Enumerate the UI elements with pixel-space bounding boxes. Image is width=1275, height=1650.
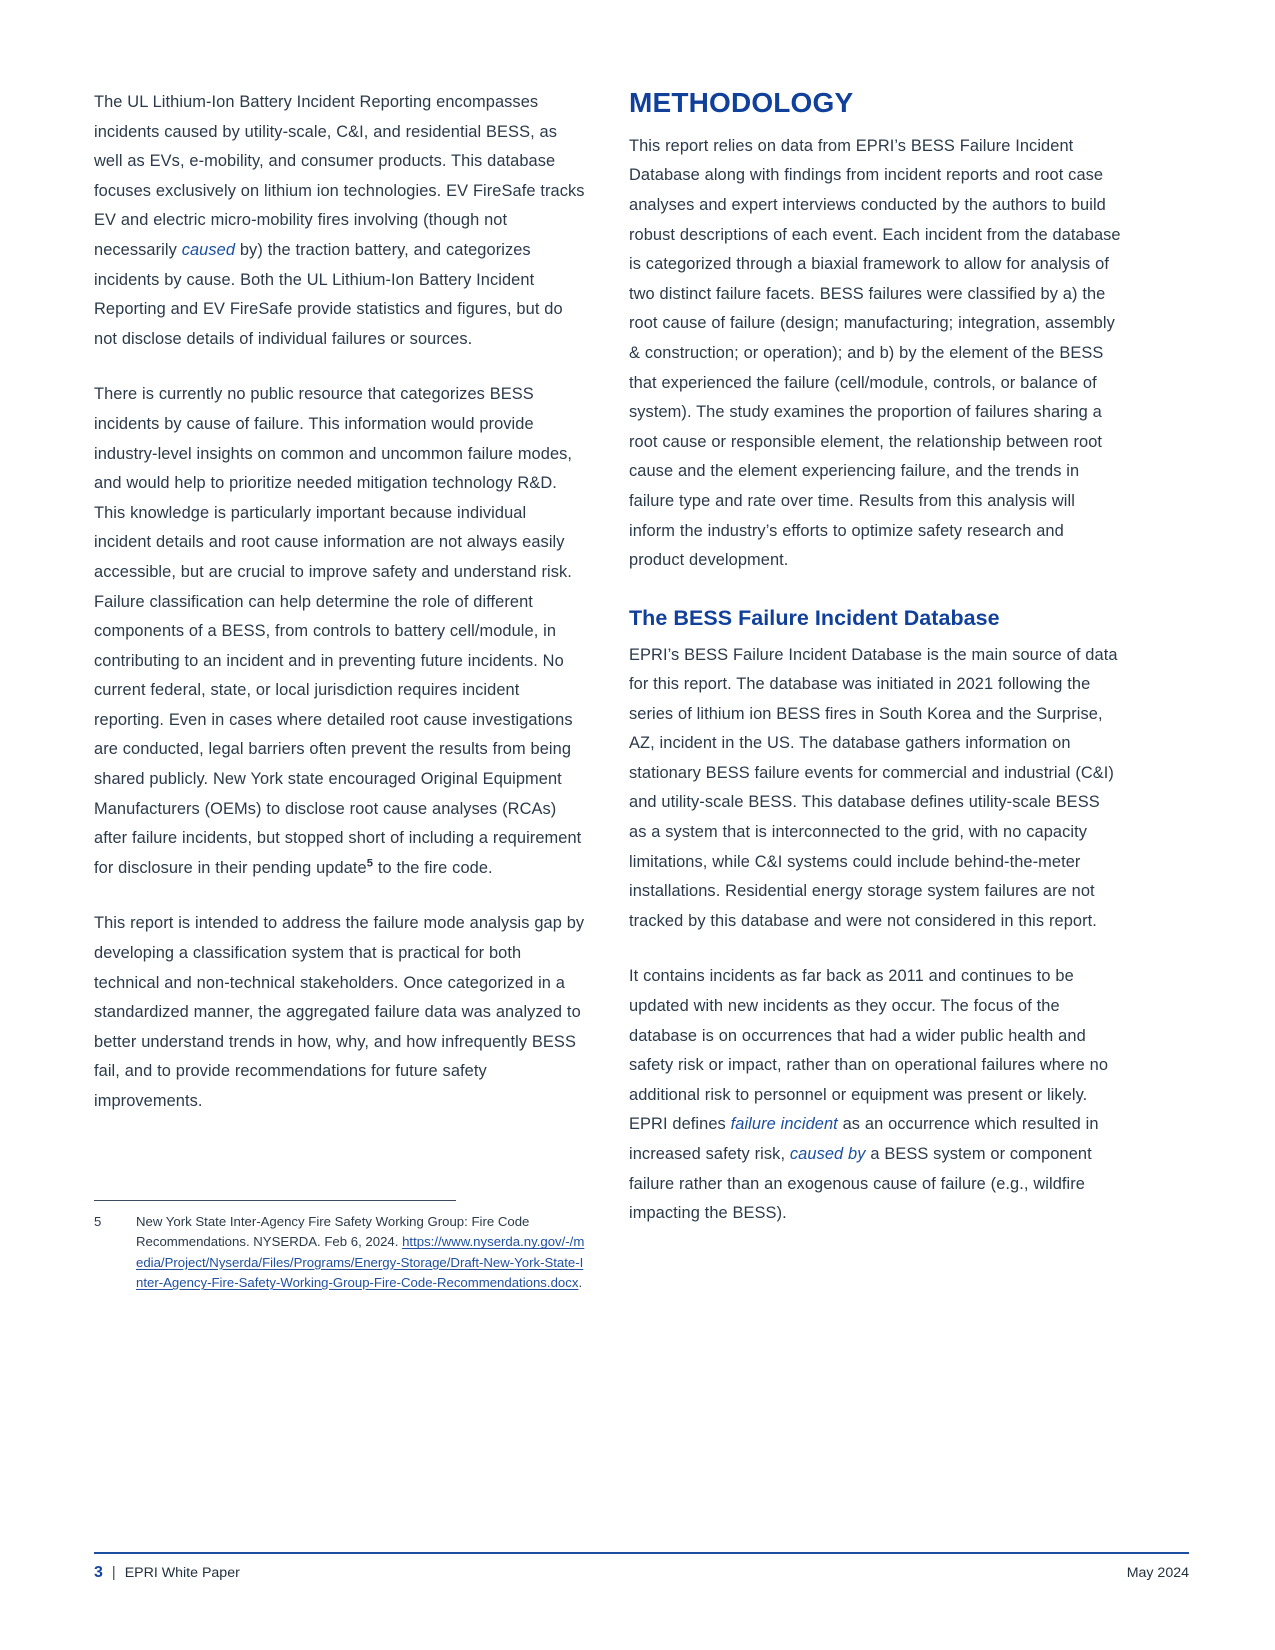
paragraph-left-1 [94, 88, 586, 354]
text-run: as an occurrence which resulted in increased safety risk, [629, 1115, 1099, 1163]
footnote-separator-rule [94, 1200, 456, 1201]
page-content [94, 88, 1189, 1408]
footer-divider-rule [94, 1552, 1189, 1554]
footnote-citation: New York State Inter-Agency Fire Safety Working Group: Fire Code Recommendations. NYSERDA. Feb 6, 2024. [136, 1214, 530, 1250]
text-run: It contains incidents as far back as 2011 and continues to be updated with new incidents as they occur. The focus of the database is on occurrences that had a wider public health and safety risk or impact, rather than on operational failures where no additional risk to personnel or equipment was present or likely. EPRI defines [629, 967, 1109, 1134]
text-run: This report relies on data from EPRI’s BESS Failure Incident Database along with findings from incident reports and root case analyses and expert interviews conducted by the authors to build robust descriptions of each event. Each incident from the database is categorized through a biaxial framework to allow for analysis of two distinct failure facets. BESS failures were classified by a) the root cause of failure (design; manufacturing; integration, assembly & construction; or operation); and b) by the element of the BESS that experienced the failure (cell/module, controls, or balance of system). The study examines the proportion of failures sharing a root cause or responsible element, the relationship between root cause and the element experiencing failure, and the trends in failure type and rate over time. Results from this analysis will inform the industry’s efforts to optimize safety research and product development. [629, 136, 1121, 570]
footnote-marker: 5 [94, 1214, 102, 1229]
paragraph-left-2 [94, 380, 586, 883]
subsection-heading-bess-database: The BESS Failure Incident Database [629, 605, 1000, 630]
right-column [629, 88, 1121, 1229]
text-run: by) the traction battery, and categorizes incidents by cause. Both the UL Lithium-Ion Battery Incident Reporting and EV FireSafe provide statistics and figures, but do not disclose details of individual failures or sources. [94, 240, 563, 348]
text-run: EPRI’s BESS Failure Incident Database is the main source of data for this report. The database was initiated in 2021 following the series of lithium ion BESS fires in South Korea and the Surprise, AZ, incident in the US. The database gathers information on stationary BESS failure events for commercial and industrial (C&I) and utility-scale BESS. This database defines utility-scale BESS as a system that is interconnected to the grid, with no capacity limitations, while C&I systems could include behind-the-meter installations. Residential energy storage system failures are not tracked by this database and were not considered in this report. [629, 645, 1118, 930]
footer-document-label: EPRI White Paper [124, 1565, 240, 1581]
footnote-trailing-period: . [578, 1275, 583, 1291]
paragraph-left-3 [94, 909, 586, 1116]
text-run: to the fire code. [373, 858, 493, 877]
page-footer [94, 1552, 1189, 1592]
footnote-reference[interactable]: 5 [366, 857, 374, 870]
emphasis-term: failure incident [730, 1115, 838, 1134]
footnote-item [94, 1212, 586, 1294]
footnote-url-link[interactable]: https://www.nyserda.ny.gov/-/media/Project/Nyserda/Files/Programs/Energy-Storage/Draft-New-York-State-Inter-Agency-Fire-Safety-Working-Group-Fire-Code-Recommendations.docx [136, 1234, 585, 1291]
footnote-block [94, 1200, 586, 1294]
section-heading-methodology: METHODOLOGY [629, 87, 854, 118]
emphasis-term: caused [181, 240, 236, 259]
footer-page-number: 3 [94, 1564, 103, 1581]
text-run: There is currently no public resource that categorizes BESS incidents by cause of failure. This information would provide industry-level insights on common and uncommon failure modes, and would help to prioritize needed mitigation technology R&D. This knowledge is particularly important because individual incident details and root cause information are not always easily accessible, but are crucial to improve safety and understand risk. Failure classification can help determine the role of different components of a BESS, from controls to battery cell/module, in contributing to an incident and in preventing future incidents. No current federal, state, or local jurisdiction requires incident reporting. Even in cases where detailed root cause investigations are conducted, legal barriers often prevent the results from being shared publicly. New York state encouraged Original Equipment Manufacturers (OEMs) to disclose root cause analyses (RCAs) after failure incidents, but stopped short of including a requirement for disclosure in their pending update [94, 385, 582, 877]
text-run: The UL Lithium-Ion Battery Incident Reporting encompasses incidents caused by utility-scale, C&I, and residential BESS, as well as EVs, e-mobility, and consumer products. This database focuses exclusively on lithium ion technologies. EV FireSafe tracks EV and electric micro-mobility fires involving (though not necessarily [94, 93, 585, 259]
footer-date: May 2024 [1126, 1565, 1189, 1581]
footnote-text [136, 1212, 586, 1294]
footer-left-group [94, 1564, 240, 1582]
paragraph-right-1 [629, 132, 1121, 576]
text-run: This report is intended to address the failure mode analysis gap by developing a classification system that is practical for both technical and non-technical stakeholders. Once categorized in a standardized manner, the aggregated failure data was analyzed to better understand trends in how, why, and how infrequently BESS fail, and to provide recommendations for future safety improvements. [94, 914, 585, 1110]
footer-separator: | [111, 1565, 116, 1581]
text-run: a BESS system or component failure rather than an exogenous cause of failure (e.g., wildfire impacting the BESS). [629, 1145, 1092, 1223]
footer-row [94, 1564, 1189, 1582]
paragraph-right-3 [629, 962, 1121, 1228]
left-column [94, 88, 586, 1291]
paragraph-right-2 [629, 641, 1121, 937]
emphasis-term: caused by [789, 1145, 866, 1163]
